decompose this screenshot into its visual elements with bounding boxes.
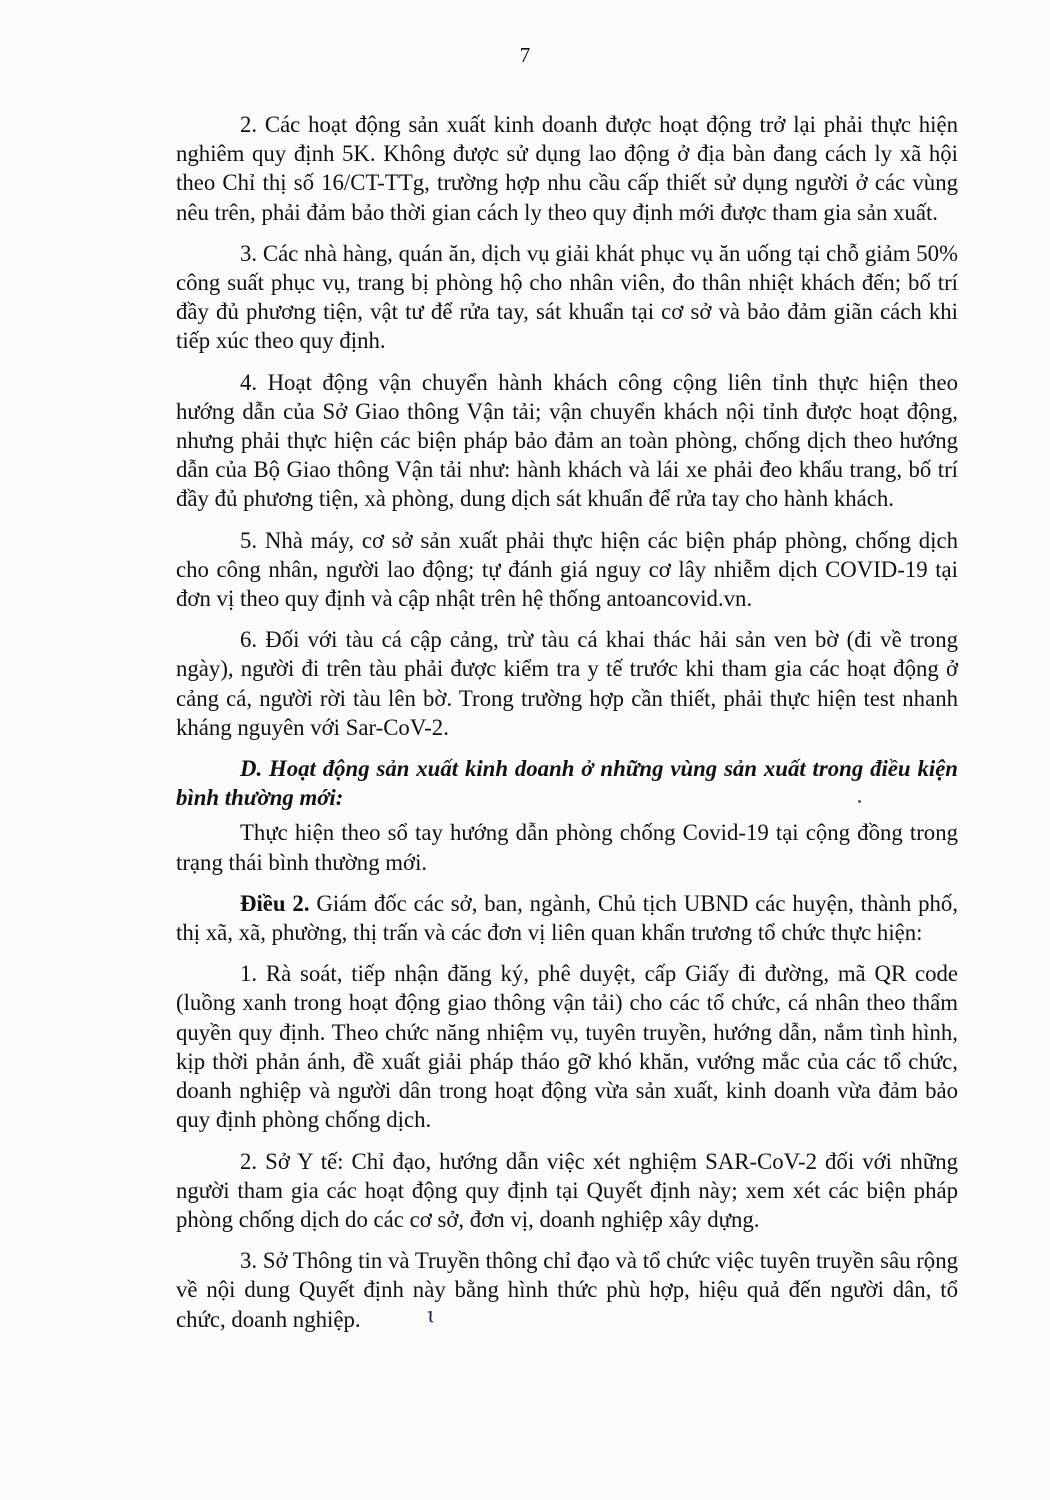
section-heading-d: D. Hoạt động sản xuất kinh doanh ở những vùng sản xuất trong điều kiện bình thường mới: (176, 756, 958, 811)
paragraph-item-4: 4. Hoạt động vận chuyển hành khách công cộng liên tỉnh thực hiện theo hướng dẫn của Sở Giao thông Vận tải; vận chuyển khách nội tỉnh được hoạt động, nhưng phải thực hiện các biện pháp bảo đảm an toàn phòng, chống dịch theo hướng dẫn của Bộ Giao thông Vận tải như: hành khách và lái xe phải đeo khẩu trang, bố trí đầy đủ phương tiện, xà phòng, dung dịch sát khuẩn để rửa tay cho hành khách. (176, 369, 958, 512)
section-d-text: Thực hiện theo sổ tay hướng dẫn phòng chống Covid-19 tại cộng đồng trong trạng thái bình thường mới. (176, 820, 958, 875)
article-2-item-3 (176, 1246, 958, 1335)
article-2-label: Điều 2. (240, 890, 310, 916)
article-2 (176, 889, 958, 947)
initials-mark: ɩ (424, 1302, 437, 1329)
article-2-item-1: 1. Rà soát, tiếp nhận đăng ký, phê duyệt, cấp Giấy đi đường, mã QR code (luồng xanh trong hoạt động giao thông vận tải) cho các tổ chức, cá nhân theo thẩm quyền quy định. Theo chức năng nhiệm vụ, tuyên truyền, hướng dẫn, nắm tình hình, kịp thời phản ánh, đề xuất giải pháp tháo gỡ khó khăn, vướng mắc của các tổ chức, doanh nghiệp và người dân trong hoạt động vừa sản xuất, kinh doanh vừa đảm bảo quy định phòng chống dịch. (176, 961, 958, 1133)
paragraph-item-3: 3. Các nhà hàng, quán ăn, dịch vụ giải khát phục vụ ăn uống tại chỗ giảm 50% công suất phục vụ, trang bị phòng hộ cho nhân viên, đo thân nhiệt khách đến; bố trí đầy đủ phương tiện, vật tư để rửa tay, sát khuẩn tại cơ sở và bảo đảm giãn cách khi tiếp xúc theo quy định. (176, 240, 958, 354)
page-number: 7 (519, 43, 531, 67)
document-body (176, 110, 958, 1347)
article-2-item-2: 2. Sở Y tế: Chỉ đạo, hướng dẫn việc xét nghiệm SAR-CoV-2 đối với những người tham gia các hoạt động quy định tại Quyết định này; xem xét các biện pháp phòng chống dịch do các cơ sở, đơn vị, doanh nghiệp xây dựng. (176, 1148, 958, 1232)
paragraph-item-5: 5. Nhà máy, cơ sở sản xuất phải thực hiện các biện pháp phòng, chống dịch cho công nhân, người lao động; tự đánh giá nguy cơ lây nhiễm dịch COVID-19 tại đơn vị theo quy định và cập nhật trên hệ thống antoancovid.vn. (176, 527, 958, 612)
scan-speck (858, 800, 861, 803)
paragraph-item-2: 2. Các hoạt động sản xuất kinh doanh được hoạt động trở lại phải thực hiện nghiêm quy định 5K. Không được sử dụng lao động ở địa bàn đang cách ly xã hội theo Chỉ thị số 16/CT-TTg, trường hợp nhu cầu cấp thiết sử dụng người ở các vùng nêu trên, phải đảm bảo thời gian cách ly theo quy định mới được tham gia sản xuất. (176, 112, 958, 225)
article-2-item-3-text: 3. Sở Thông tin và Truyền thông chỉ đạo và tổ chức việc tuyên truyền sâu rộng về nội dung Quyết định này bằng hình thức phù hợp, hiệu quả đến người dân, tổ chức, doanh nghiệp. (176, 1248, 958, 1332)
article-2-text: Giám đốc các sở, ban, ngành, Chủ tịch UBND các huyện, thành phố, thị xã, xã, phường, thị trấn và các đơn vị liên quan khẩn trương tổ chức thực hiện: (176, 890, 958, 946)
paragraph-item-6: 6. Đối với tàu cá cập cảng, trừ tàu cá khai thác hải sản ven bờ (đi về trong ngày), người đi trên tàu phải được kiểm tra y tế trước khi tham gia các hoạt động ở cảng cá, người rời tàu lên bờ. Trong trường hợp cần thiết, phải thực hiện test nhanh kháng nguyên với Sar-CoV-2. (176, 627, 958, 740)
